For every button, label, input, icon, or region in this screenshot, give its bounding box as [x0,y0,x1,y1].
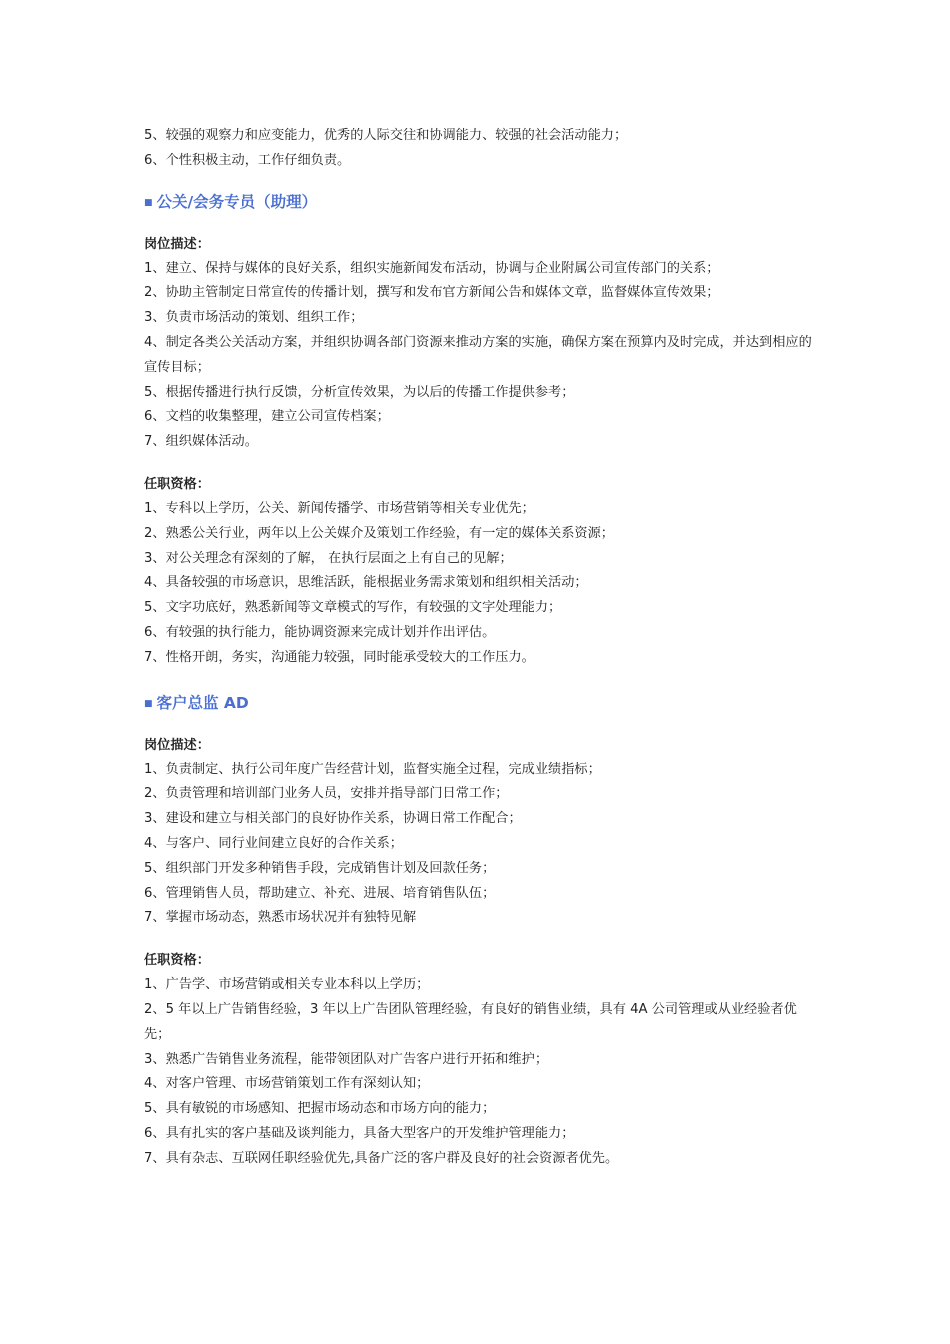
list-item: 2、负责管理和培训部门业务人员，安排并指导部门日常工作； [144,786,509,802]
qualifications-label: 任职资格： [144,953,210,969]
list-item: 4、对客户管理、市场营销策划工作有深刻认知； [144,1076,430,1092]
list-item: 3、负责市场活动的策划、组织工作； [144,310,364,326]
list-item: 6、文档的收集整理，建立公司宣传档案； [144,409,390,425]
qualifications-label: 任职资格： [144,476,210,492]
list-item: 4、制定各类公关活动方案，并组织协调各部门资源来推动方案的实施，确保方案在预算内及时完成，并达到相应的宣传目标； [144,334,812,375]
list-item: 2、5 年以上广告销售经验，3 年以上广告团队管理经验，有良好的销售业绩，具有 4A 公司管理或从业经验者优先； [144,1001,797,1042]
list-item: 1、专科以上学历，公关、新闻传播学、市场营销等相关专业优先； [144,500,535,516]
list-item: 5、文字功底好，熟悉新闻等文章模式的写作，有较强的文字处理能力； [144,600,562,616]
list-item: 6、有较强的执行能力，能协调资源来完成计划并作出评估。 [144,624,496,640]
job-section-account-director [144,691,812,1172]
section-title: 公关/会务专员（助理） [156,192,318,211]
square-bullet-icon: ■ [144,698,153,709]
list-item: 5、具有敏锐的市场感知、把握市场动态和市场方向的能力； [144,1101,496,1117]
section-heading [144,190,812,215]
list-item: 5、根据传播进行执行反馈，分析宣传效果，为以后的传播工作提供参考； [144,384,575,400]
job-description-label: 岗位描述： [144,236,210,252]
job-description-label: 岗位描述： [144,737,210,753]
list-item: 4、与客户、同行业间建立良好的合作关系； [144,835,403,851]
section-title: 客户总监 AD [156,693,249,712]
list-item: 6、具有扎实的客户基础及谈判能力，具备大型客户的开发维护管理能力； [144,1125,575,1141]
list-item: 5、组织部门开发多种销售手段，完成销售计划及回款任务； [144,860,496,876]
list-item: 3、建设和建立与相关部门的良好协作关系，协调日常工作配合； [144,811,522,827]
job-section-pr-specialist [144,190,812,671]
list-item: 1、建立、保持与媒体的良好关系，组织实施新闻发布活动，协调与企业附属公司宣传部门的关系； [144,260,720,276]
list-item: 7、性格开朗，务实，沟通能力较强，同时能承受较大的工作压力。 [144,649,535,665]
section-heading [144,691,812,716]
list-item: 6、管理销售人员，帮助建立、补充、进展、培育销售队伍； [144,885,496,901]
square-bullet-icon: ■ [144,197,153,208]
list-item: 5、较强的观察力和应变能力，优秀的人际交往和协调能力、较强的社会活动能力； [144,128,628,143]
list-item: 3、对公关理念有深刻的了解， 在执行层面之上有自己的见解； [144,550,513,566]
list-item: 1、负责制定、执行公司年度广告经营计划，监督实施全过程，完成业绩指标； [144,761,601,777]
list-item: 7、具有杂志、互联网任职经验优先,具备广泛的客户群及良好的社会资源者优先。 [144,1150,619,1166]
list-item: 1、广告学、市场营销或相关专业本科以上学历； [144,977,430,993]
list-item: 2、协助主管制定日常宣传的传播计划，撰写和发布官方新闻公告和媒体文章，监督媒体宣传效果； [144,285,720,301]
list-item: 2、熟悉公关行业，两年以上公关媒介及策划工作经验，有一定的媒体关系资源； [144,525,614,541]
list-item: 7、组织媒体活动。 [144,434,258,450]
list-item: 6、个性积极主动，工作仔细负责。 [144,152,351,168]
list-item: 7、掌握市场动态，熟悉市场状况并有独特见解 [144,910,417,926]
list-item: 4、具备较强的市场意识，思维活跃，能根据业务需求策划和组织相关活动； [144,575,588,591]
list-item: 3、熟悉广告销售业务流程，能带领团队对广告客户进行开拓和维护； [144,1051,549,1067]
document-content [144,124,812,1172]
